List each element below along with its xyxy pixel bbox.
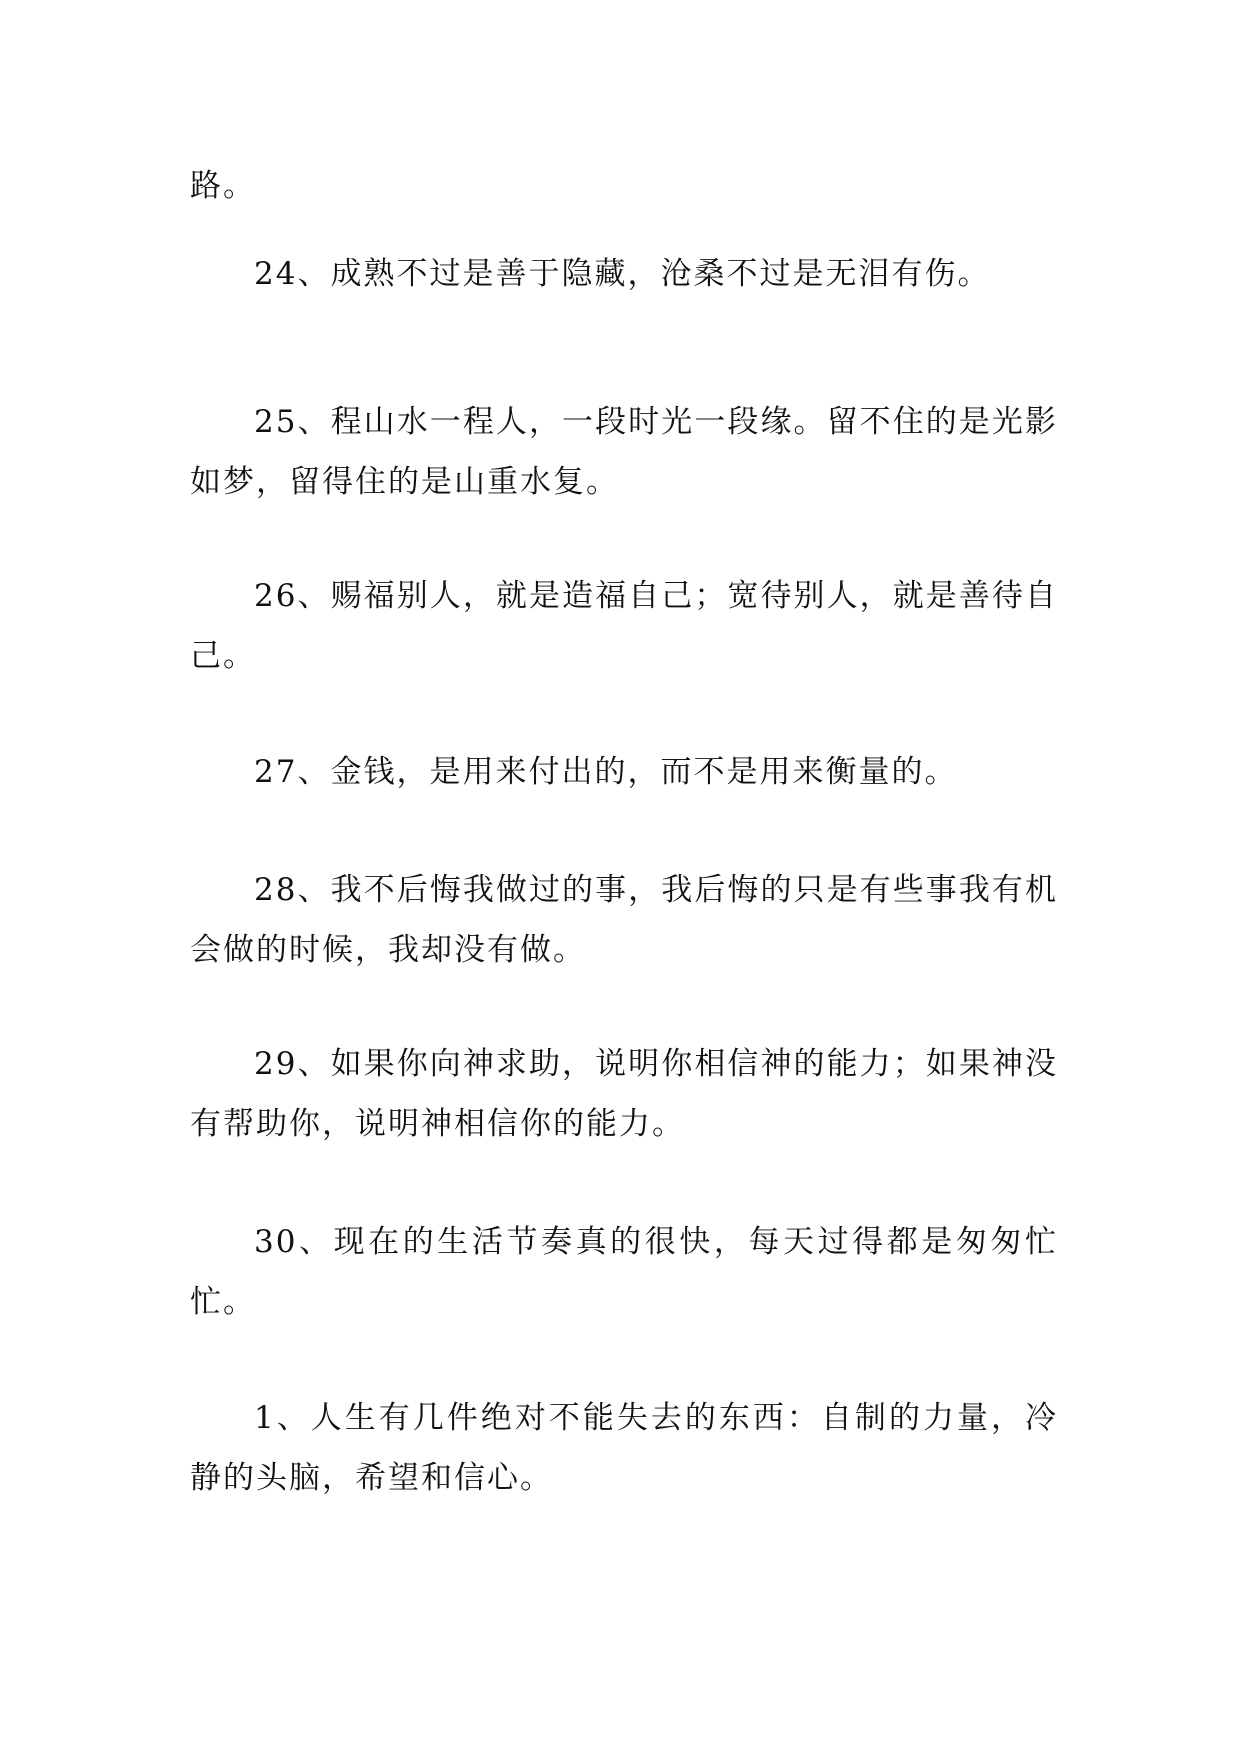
paragraph-28: 28、我不后悔我做过的事，我后悔的只是有些事我有机会做的时候，我却没有做。 bbox=[190, 872, 1058, 968]
paragraph-25: 25、程山水一程人，一段时光一段缘。留不住的是光影如梦，留得住的是山重水复。 bbox=[190, 404, 1058, 500]
paragraph-24: 24、成熟不过是善于隐藏，沧桑不过是无泪有伤。 bbox=[254, 256, 991, 292]
paragraph-continuation: 路。 bbox=[190, 168, 256, 204]
paragraph-29: 29、如果你向神求助，说明你相信神的能力；如果神没有帮助你，说明神相信你的能力。 bbox=[190, 1046, 1058, 1142]
paragraph-30: 30、现在的生活节奏真的很快，每天过得都是匆匆忙忙。 bbox=[190, 1224, 1058, 1320]
paragraph-26: 26、赐福别人，就是造福自己；宽待别人，就是善待自己。 bbox=[190, 578, 1058, 674]
paragraph-1: 1、人生有几件绝对不能失去的东西：自制的力量，冷静的头脑，希望和信心。 bbox=[190, 1400, 1058, 1496]
paragraph-27: 27、金钱，是用来付出的，而不是用来衡量的。 bbox=[254, 754, 958, 790]
